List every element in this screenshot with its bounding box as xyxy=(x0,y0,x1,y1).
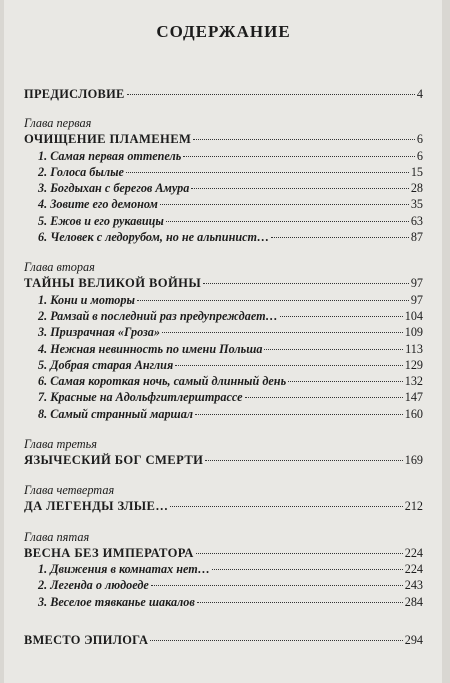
chapter-title-entry[interactable] xyxy=(24,498,423,514)
subentry-label: 8. Самый странный маршал xyxy=(38,406,194,421)
toc-subentry[interactable] xyxy=(24,357,423,373)
toc-subentry[interactable] xyxy=(24,292,423,308)
leader-dots xyxy=(162,332,403,333)
chapter-block xyxy=(24,530,423,610)
subentry-label: 2. Рамзай в последний раз предупреждает… xyxy=(38,308,278,323)
chapter-title: ОЧИЩЕНИЕ ПЛАМЕНЕМ xyxy=(24,132,192,147)
subentry-label: 6. Самая короткая ночь, самый длинный день xyxy=(38,374,287,389)
toc-page-number: 284 xyxy=(404,594,423,609)
leader-dots xyxy=(127,94,415,95)
subentry-label: 1. Кони и моторы xyxy=(38,292,135,307)
toc-page-number: 35 xyxy=(410,197,423,212)
toc-subentry[interactable] xyxy=(24,213,423,229)
toc-page-number: 129 xyxy=(404,357,423,372)
toc-entry-label: ПРЕДИСЛОВИЕ xyxy=(24,87,125,101)
subentry-label: 7. Красные на Адольфгитлерштрассе xyxy=(38,390,243,405)
toc-page-number: 113 xyxy=(405,341,423,356)
toc-subentry[interactable] xyxy=(24,389,423,405)
toc-subentry[interactable] xyxy=(24,229,423,245)
leader-dots xyxy=(271,237,409,238)
toc-entry-label: ВМЕСТО ЭПИЛОГА xyxy=(24,632,149,647)
chapter-title: ВЕСНА БЕЗ ИМПЕРАТОРА xyxy=(24,545,194,560)
page-title: СОДЕРЖАНИЕ xyxy=(156,22,291,41)
subentry-label: 3. Богдыхан с берегов Амура xyxy=(38,181,190,196)
toc-page-number: 15 xyxy=(410,164,423,179)
chapter-title: ДА ЛЕГЕНДЫ ЗЛЫЕ… xyxy=(24,499,169,514)
leader-dots xyxy=(288,381,403,382)
toc-page-number: 224 xyxy=(404,561,423,576)
chapter-number: Глава первая xyxy=(24,116,92,131)
leader-dots xyxy=(166,221,409,222)
subentry-label: 6. Человек с ледорубом, но не альпинист… xyxy=(38,230,270,245)
toc-subentry[interactable] xyxy=(24,196,423,212)
leader-dots xyxy=(195,414,403,415)
leader-dots xyxy=(212,569,403,570)
toc-subentry[interactable] xyxy=(24,180,423,196)
toc-page-number: 97 xyxy=(410,292,423,307)
chapter-title-entry[interactable] xyxy=(24,452,423,468)
toc-page-number: 132 xyxy=(404,374,423,389)
leader-dots xyxy=(151,585,403,586)
chapter-number: Глава пятая xyxy=(24,529,90,544)
toc-page-number: 294 xyxy=(404,632,423,647)
leader-dots xyxy=(175,365,402,366)
chapter-block xyxy=(24,437,423,468)
toc-subentry[interactable] xyxy=(24,164,423,180)
chapter-block xyxy=(24,116,423,245)
subentry-label: 3. Призрачная «Гроза» xyxy=(38,325,160,340)
leader-dots xyxy=(150,640,402,641)
toc-page-number: 4 xyxy=(416,87,423,101)
toc-page-number: 97 xyxy=(410,276,423,291)
book-page xyxy=(4,0,442,683)
toc-page-number: 224 xyxy=(404,545,423,560)
subentry-label: 5. Ежов и его рукавицы xyxy=(38,213,164,228)
toc-page-number: 63 xyxy=(410,213,423,228)
toc-page-number: 6 xyxy=(416,132,423,147)
leader-dots xyxy=(196,553,403,554)
toc-entry-epilogue[interactable] xyxy=(24,632,423,648)
chapter-title-entry[interactable] xyxy=(24,275,423,291)
toc-page-number: 6 xyxy=(416,148,423,163)
toc-page-number: 160 xyxy=(404,406,423,421)
leader-dots xyxy=(203,283,409,284)
chapter-number: Глава третья xyxy=(24,437,97,452)
chapter-block xyxy=(24,260,423,422)
toc-subentry[interactable] xyxy=(24,561,423,577)
toc-page-number: 28 xyxy=(410,181,423,196)
subentry-label: 4. Нежная невинность по имени Польша xyxy=(38,341,263,356)
toc-subentry[interactable] xyxy=(24,406,423,422)
chapter-title-entry[interactable] xyxy=(24,131,423,147)
subentry-label: 1. Самая первая оттепель xyxy=(38,148,182,163)
subentry-label: 1. Движения в комнатах нет… xyxy=(38,561,210,576)
toc-subentry[interactable] xyxy=(24,577,423,593)
toc-page-number: 104 xyxy=(404,308,423,323)
toc-page-number: 109 xyxy=(404,325,423,340)
subentry-label: 4. Зовите его демоном xyxy=(38,197,158,212)
leader-dots xyxy=(264,349,403,350)
leader-dots xyxy=(170,506,402,507)
chapter-number: Глава вторая xyxy=(24,260,95,275)
leader-dots xyxy=(160,204,409,205)
toc-subentry[interactable] xyxy=(24,341,423,357)
leader-dots xyxy=(137,300,409,301)
leader-dots xyxy=(245,397,403,398)
leader-dots xyxy=(197,602,403,603)
leader-dots xyxy=(126,172,409,173)
toc-page-number: 212 xyxy=(404,499,423,514)
leader-dots xyxy=(280,316,403,317)
subentry-label: 5. Добрая старая Англия xyxy=(38,357,174,372)
toc-page-number: 147 xyxy=(404,390,423,405)
chapter-title: ТАЙНЫ ВЕЛИКОЙ ВОЙНЫ xyxy=(24,276,202,291)
chapter-title-entry[interactable] xyxy=(24,545,423,561)
subentry-label: 2. Голоса былые xyxy=(38,164,124,179)
toc-subentry[interactable] xyxy=(24,324,423,340)
toc-entry-preface[interactable] xyxy=(24,86,423,102)
chapter-title: ЯЗЫЧЕСКИЙ БОГ СМЕРТИ xyxy=(24,453,204,468)
toc-subentry[interactable] xyxy=(24,308,423,324)
toc-page-number: 243 xyxy=(404,578,423,593)
leader-dots xyxy=(191,188,408,189)
toc-page-number: 169 xyxy=(404,453,423,468)
chapter-block xyxy=(24,483,423,514)
leader-dots xyxy=(205,460,402,461)
toc-subentry[interactable] xyxy=(24,148,423,164)
leader-dots xyxy=(183,156,415,157)
toc-page-number: 87 xyxy=(410,230,423,245)
toc-subentry[interactable] xyxy=(24,594,423,610)
chapter-number: Глава четвертая xyxy=(24,483,115,498)
subentry-label: 3. Веселое тявканье шакалов xyxy=(38,594,195,609)
leader-dots xyxy=(193,139,415,140)
subentry-label: 2. Легенда о людоеде xyxy=(38,578,149,593)
toc-subentry[interactable] xyxy=(24,373,423,389)
